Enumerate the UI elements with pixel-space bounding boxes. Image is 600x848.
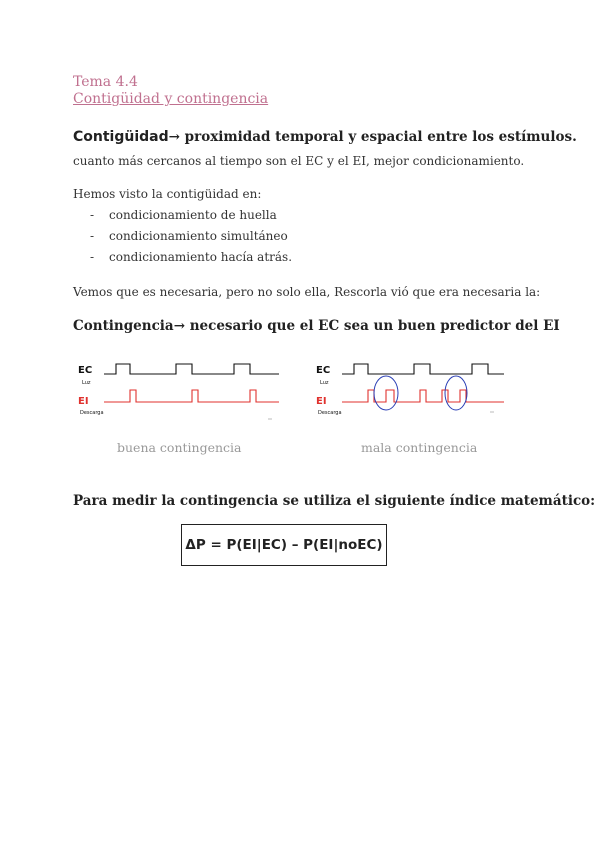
list-item: - condicionamiento hacía atrás. bbox=[90, 250, 293, 264]
contingencia-term: Contingencia bbox=[73, 318, 174, 334]
visto-intro: Hemos visto la contigüidad en: bbox=[73, 187, 262, 201]
ei-label: EI bbox=[316, 396, 327, 407]
formula-box bbox=[181, 524, 387, 566]
arrow-icon: → bbox=[173, 318, 185, 334]
diagram-mala-contingencia bbox=[314, 357, 524, 427]
ei-signal-line bbox=[104, 390, 279, 402]
ei-label: EI bbox=[78, 396, 89, 407]
ec-label: EC bbox=[78, 365, 93, 376]
contiguidad-note: cuanto más cercanos al tiempo son el EC y el EI, mejor condicionamiento. bbox=[73, 154, 525, 168]
rescorla-text: Vemos que es necesaria, pero no solo ella, Rescorla vió que era necesaria la: bbox=[73, 285, 541, 299]
page-title: Contigüidad y contingencia bbox=[73, 91, 269, 107]
topic-number: Tema 4.4 bbox=[73, 74, 138, 90]
ec-signal-line bbox=[104, 364, 279, 374]
contingencia-definition: necesario que el EC sea un buen predictor del EI bbox=[185, 318, 560, 334]
list-item: - condicionamiento simultáneo bbox=[90, 229, 288, 243]
arrow-icon: → bbox=[168, 129, 180, 145]
ei-signal-line bbox=[342, 390, 504, 402]
ec-signal-line bbox=[342, 364, 504, 374]
caption-mala: mala contingencia bbox=[361, 440, 478, 455]
formula: ΔP = P(EI|EC) – P(EI|noEC) bbox=[185, 537, 383, 553]
contiguidad-definition: proximidad temporal y espacial entre los estímulos. bbox=[179, 129, 577, 145]
medir-text: Para medir la contingencia se utiliza el siguiente índice matemático: bbox=[73, 493, 596, 509]
diagram-buena-contingencia bbox=[76, 357, 286, 427]
ec-sub-label: Luz bbox=[320, 380, 329, 386]
visto-list bbox=[90, 205, 292, 268]
contiguidad-term: Contigüidad bbox=[73, 129, 169, 145]
ec-label: EC bbox=[316, 365, 331, 376]
caption-buena: buena contingencia bbox=[117, 440, 242, 455]
ei-sub-label: Descarga bbox=[80, 410, 104, 416]
ec-sub-label: Luz bbox=[82, 380, 91, 386]
ei-sub-label: Descarga bbox=[318, 410, 342, 416]
contiguidad-heading bbox=[73, 129, 577, 145]
list-item: - condicionamiento de huella bbox=[90, 208, 277, 222]
contingencia-heading bbox=[73, 318, 560, 334]
